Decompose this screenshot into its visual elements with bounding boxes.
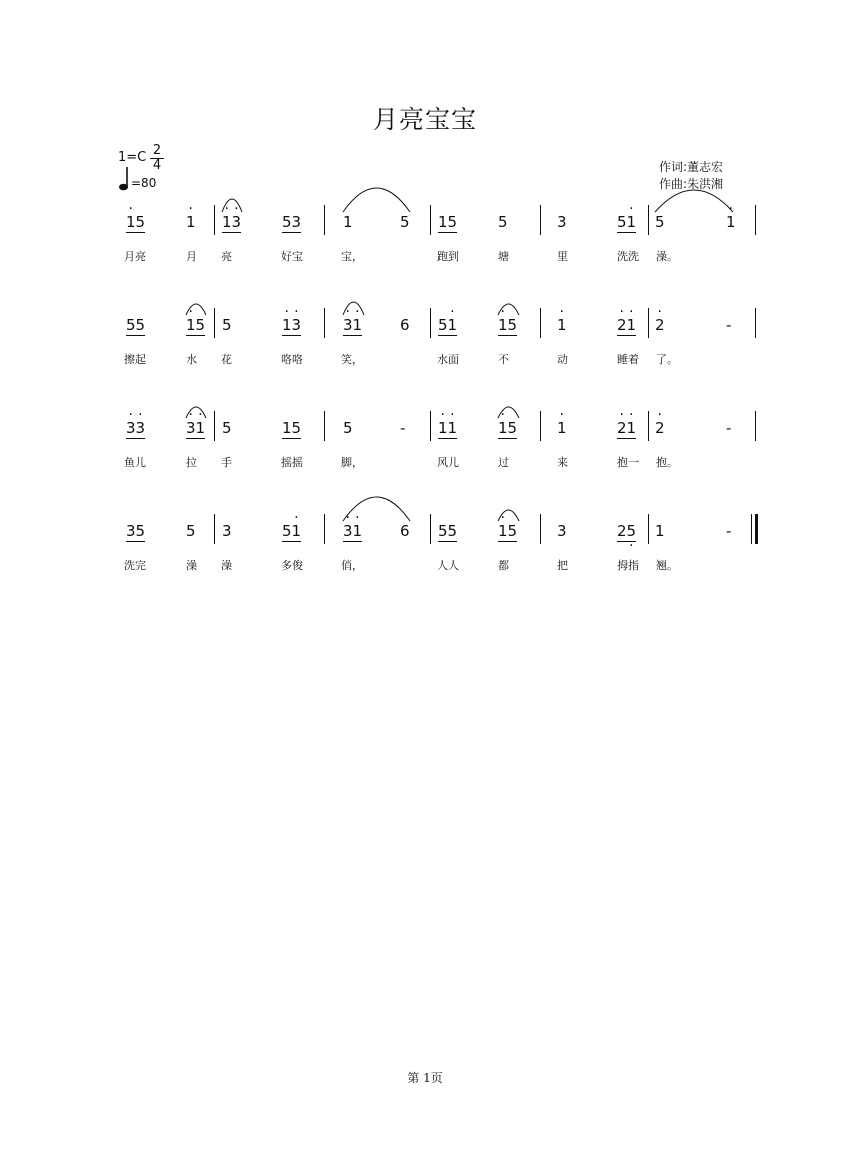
bar-line xyxy=(214,205,215,235)
note-group: · 2· 1 xyxy=(617,419,636,439)
bar-line xyxy=(755,308,756,338)
lyric-word: 过 xyxy=(498,456,509,469)
bar-line xyxy=(540,205,541,235)
dash-extension: - xyxy=(726,316,732,334)
bar-line xyxy=(755,411,756,441)
lyric-word: 俏， xyxy=(341,559,363,572)
time-signature-bottom: 4 xyxy=(152,158,162,173)
note-group: 3 xyxy=(222,522,232,540)
note-group: · 2 xyxy=(655,419,665,437)
note-group: 6 xyxy=(400,522,410,540)
note-group: · 2 xyxy=(655,316,665,334)
note-group: · 15 xyxy=(498,419,517,439)
bar-line xyxy=(648,411,649,441)
lyric-word: 亮 xyxy=(221,250,232,263)
slur-arc xyxy=(186,406,206,419)
quarter-note-icon xyxy=(118,166,132,192)
note-group: · 1· 3 xyxy=(222,213,241,233)
note-group: · 15 xyxy=(186,316,205,336)
note-group: · 1 xyxy=(726,213,736,231)
note-group: 5 xyxy=(498,213,508,231)
note-group: 1 xyxy=(655,522,665,540)
note-group: 5· 1 xyxy=(438,316,457,336)
lyric-word: 跑到 xyxy=(437,250,459,263)
note-group: · 2· 1 xyxy=(617,316,636,336)
lyric-word: 洗洗 xyxy=(617,250,639,263)
bar-line xyxy=(430,411,431,441)
note-group: 5 xyxy=(222,316,232,334)
note-group: · 15 xyxy=(498,522,517,542)
lyric-word: 不 xyxy=(498,353,509,366)
dash-extension: - xyxy=(400,419,406,437)
note-group: · 15 xyxy=(498,316,517,336)
lyric-word: 塘 xyxy=(498,250,509,263)
bar-line xyxy=(430,514,431,544)
bar-line xyxy=(648,308,649,338)
slur-arc xyxy=(343,301,364,316)
lyric-word: 花 xyxy=(221,353,232,366)
note-group: 5 xyxy=(222,419,232,437)
tempo-value: =80 xyxy=(131,176,157,190)
staff-row-1 xyxy=(0,205,850,285)
note-group: 35 xyxy=(126,522,146,540)
lyric-word: 抱。 xyxy=(656,456,678,469)
lyric-word: 手 xyxy=(221,456,232,469)
lyric-word: 咯咯 xyxy=(281,353,303,366)
lyric-word: 笑， xyxy=(341,353,363,366)
note-group: · 3· 1 xyxy=(343,522,362,542)
bar-line xyxy=(540,411,541,441)
bar-line xyxy=(540,514,541,544)
note-group: 3 xyxy=(557,522,567,540)
note-group: · 1· 1 xyxy=(438,419,457,439)
note-group: 55 xyxy=(126,316,146,334)
bar-line xyxy=(214,308,215,338)
lyric-word: 澡 xyxy=(221,559,232,572)
lyric-word: 来 xyxy=(557,456,568,469)
bar-line xyxy=(324,308,325,338)
lyric-word: 脚， xyxy=(341,456,363,469)
slur-arc xyxy=(222,198,242,213)
note-group: 6 xyxy=(400,316,410,334)
lyric-word: 擦起 xyxy=(124,353,146,366)
lyric-word: 风儿 xyxy=(437,456,459,469)
lyric-word: 了。 xyxy=(656,353,678,366)
dash-extension: - xyxy=(726,522,732,540)
lyric-word: 拉 xyxy=(186,456,197,469)
slur-arc xyxy=(498,303,519,316)
staff-row-3 xyxy=(0,411,850,491)
note-group: · 15 xyxy=(126,213,145,233)
bar-line xyxy=(751,514,752,544)
bar-line xyxy=(324,205,325,235)
note-group: 53 xyxy=(282,213,302,231)
lyric-word: 宝， xyxy=(341,250,363,263)
lyric-word: 里 xyxy=(557,250,568,263)
slur-arc xyxy=(655,189,733,213)
lyric-word: 翘。 xyxy=(656,559,678,572)
tempo-marking xyxy=(118,166,178,192)
note-group: · 1 xyxy=(186,213,196,231)
lyric-word: 洗完 xyxy=(124,559,146,572)
lyric-word: 澡 xyxy=(186,559,197,572)
lyric-word: 月亮 xyxy=(124,250,146,263)
note-group: 5 xyxy=(186,522,196,540)
note-group: 5 xyxy=(400,213,410,231)
note-group: 5 xyxy=(343,419,353,437)
lyric-word: 动 xyxy=(557,353,568,366)
lyric-word: 澡。 xyxy=(656,250,678,263)
bar-line xyxy=(324,411,325,441)
lyric-word: 睡着 xyxy=(617,353,639,366)
note-group: 55 xyxy=(438,522,458,540)
note-group: 15 xyxy=(438,213,458,231)
bar-line xyxy=(430,308,431,338)
note-group: 25 · xyxy=(617,522,636,542)
note-group: · 3· 3 xyxy=(126,419,145,439)
note-group: · 1 xyxy=(557,316,567,334)
bar-line xyxy=(540,308,541,338)
lyric-word: 月 xyxy=(186,250,197,263)
lyric-word: 好宝 xyxy=(281,250,303,263)
bar-line xyxy=(214,411,215,441)
note-group: 3 xyxy=(557,213,567,231)
lyric-word: 摇摇 xyxy=(281,456,303,469)
slur-arc xyxy=(343,187,410,213)
bar-line xyxy=(648,205,649,235)
page-number: 第 1页 xyxy=(407,1071,443,1085)
dash-extension: - xyxy=(726,419,732,437)
bar-line xyxy=(430,205,431,235)
staff-row-2 xyxy=(0,308,850,388)
bar-line xyxy=(324,514,325,544)
lyric-word: 拇指 xyxy=(617,559,639,572)
note-group: · 3· 1 xyxy=(343,316,362,336)
lyric-word: 多俊 xyxy=(281,559,303,572)
final-bar-line xyxy=(755,514,758,544)
slur-arc xyxy=(498,406,519,419)
lyric-word: 把 xyxy=(557,559,568,572)
lyric-word: 抱一 xyxy=(617,456,639,469)
note-group: · 1 xyxy=(557,419,567,437)
composer-credit: 作曲:朱洪湘 xyxy=(659,177,724,191)
note-group: · 1· 3 xyxy=(282,316,301,336)
lyricist-credit: 作词:董志宏 xyxy=(659,160,724,174)
bar-line xyxy=(214,514,215,544)
slur-arc xyxy=(186,303,206,316)
note-group: 5· 1 xyxy=(617,213,636,233)
note-group: · 3· 1 xyxy=(186,419,205,439)
note-group: 1 xyxy=(343,213,353,231)
note-group: 15 xyxy=(282,419,302,437)
key-signature: 1=C xyxy=(118,150,147,165)
lyric-word: 水面 xyxy=(437,353,459,366)
song-title: 月亮宝宝 xyxy=(372,105,477,134)
lyric-word: 鱼儿 xyxy=(124,456,146,469)
lyric-word: 都 xyxy=(498,559,509,572)
time-signature-top: 2 xyxy=(150,144,164,159)
lyric-word: 水 xyxy=(186,353,197,366)
slur-arc xyxy=(343,496,410,522)
bar-line xyxy=(648,514,649,544)
bar-line xyxy=(755,205,756,235)
note-group: 5 xyxy=(655,213,665,231)
staff-row-4 xyxy=(0,514,850,594)
slur-arc xyxy=(498,509,519,522)
note-group: 5· 1 xyxy=(282,522,301,542)
lyric-word: 人人 xyxy=(437,559,459,572)
